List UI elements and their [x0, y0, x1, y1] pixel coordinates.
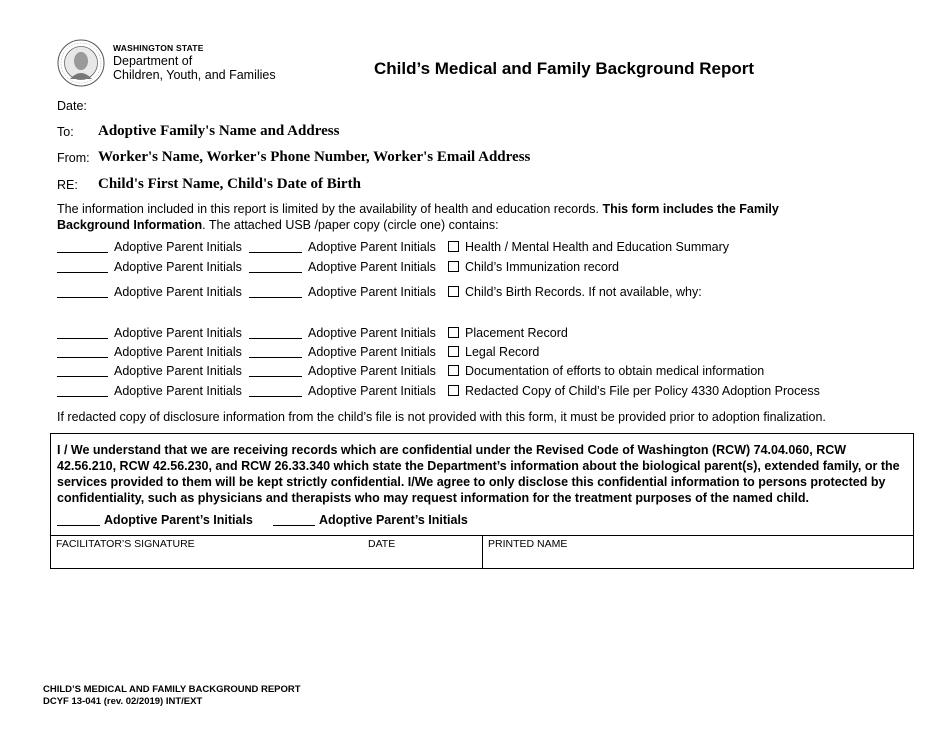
parent-initials-blank[interactable] [57, 525, 100, 526]
intro-text-2: . The attached USB /paper copy (circle one) contains: [202, 218, 499, 232]
form-title: Child’s Medical and Family Background Report [374, 59, 755, 78]
intro-paragraph [57, 201, 847, 233]
initials-label: Adoptive Parent Initials [308, 240, 436, 254]
checklist-label: Legal Record [465, 345, 540, 359]
parent-initials-blank[interactable] [249, 357, 302, 358]
agency-name [113, 44, 276, 83]
date-field-label: DATE [368, 538, 396, 550]
signature-row [51, 535, 913, 569]
parent-initials-blank[interactable] [57, 396, 108, 397]
initials-label: Adoptive Parent Initials [308, 384, 436, 398]
parent-initials-blank[interactable] [57, 376, 108, 377]
date-field[interactable] [363, 536, 482, 569]
facilitator-signature-label: FACILITATOR’S SIGNATURE [56, 538, 195, 550]
checklist-label: Child’s Birth Records. If not available, why: [465, 285, 702, 299]
checklist-checkbox[interactable] [448, 261, 459, 272]
footer-form-number: DCYF 13-041 (rev. 02/2019) INT/EXT [43, 696, 203, 707]
confidentiality-statement: I / We understand that we are receiving records which are confidential under the Revised Code of Washington (RCW) 74.04.060, RCW 42.56.210, RCW 42.56.230, and RCW 26.33.340 which state the Department’s information about the biological parent(s), extended family, or the services provided to them will be kept strictly confidential. I/We agree to only disclose this confidential information to persons protected by confidentiality, such as physicians and therapists who may request information for the treatment purposes of the named child. [57, 443, 900, 505]
re-label: RE: [57, 178, 78, 192]
date-label: Date: [57, 99, 87, 113]
from-label: From: [57, 151, 90, 165]
parent-initials-blank[interactable] [249, 338, 302, 339]
initials-label: Adoptive Parent Initials [114, 326, 242, 340]
checklist-checkbox[interactable] [448, 327, 459, 338]
checklist-checkbox[interactable] [448, 365, 459, 376]
initials-label: Adoptive Parent Initials [114, 384, 242, 398]
parent-initials-blank[interactable] [57, 357, 108, 358]
parent-initials-blank[interactable] [57, 297, 108, 298]
initials-label: Adoptive Parent Initials [114, 260, 242, 274]
parent-initials-blank[interactable] [57, 252, 108, 253]
initials-label: Adoptive Parent Initials [308, 260, 436, 274]
confidentiality-box [50, 433, 914, 569]
parent-initials-blank[interactable] [249, 396, 302, 397]
parent-initials-blank[interactable] [57, 272, 108, 273]
printed-name-field[interactable] [482, 536, 914, 569]
parent-initials-blank[interactable] [273, 525, 315, 526]
initials-label: Adoptive Parent Initials [308, 326, 436, 340]
parent-initials-blank[interactable] [57, 338, 108, 339]
agency-line-1: Department of [113, 53, 193, 68]
to-value: Adoptive Family's Name and Address [98, 123, 340, 139]
initials-label: Adoptive Parent Initials [114, 364, 242, 378]
agency-line-2: Children, Youth, and Families [113, 68, 276, 83]
initials-label: Adoptive Parent Initials [308, 345, 436, 359]
initials-label: Adoptive Parent Initials [308, 364, 436, 378]
parent-initials-blank[interactable] [249, 297, 302, 298]
re-value: Child's First Name, Child's Date of Birth [98, 176, 361, 192]
parent-initials-blank[interactable] [249, 272, 302, 273]
intro-bold: This form includes the Family Background Information [57, 202, 779, 232]
initials-label: Adoptive Parent Initials [114, 240, 242, 254]
parent-initials-label: Adoptive Parent’s Initials [319, 513, 468, 527]
to-label: To: [57, 125, 74, 139]
facilitator-signature-field[interactable] [51, 536, 363, 569]
form-footer [43, 684, 301, 708]
redacted-copy-note: If redacted copy of disclosure information from the child’s file is not provided with this form, it must be provided prior to adoption finalization. [57, 410, 826, 424]
checklist-checkbox[interactable] [448, 241, 459, 252]
agency-state: WASHINGTON STATE [113, 43, 204, 53]
intro-text-1: The information included in this report is limited by the availability of health and education records. [57, 202, 603, 216]
checklist-checkbox[interactable] [448, 286, 459, 297]
checklist-label: Health / Mental Health and Education Summary [465, 240, 730, 254]
checklist-checkbox[interactable] [448, 385, 459, 396]
checklist-label: Documentation of efforts to obtain medical information [465, 364, 765, 378]
printed-name-label: PRINTED NAME [488, 538, 568, 550]
checklist-checkbox[interactable] [448, 346, 459, 357]
parent-initials-blank[interactable] [249, 252, 302, 253]
parent-initials-blank[interactable] [249, 376, 302, 377]
initials-label: Adoptive Parent Initials [308, 285, 436, 299]
from-value: Worker's Name, Worker's Phone Number, Worker's Email Address [98, 149, 531, 165]
state-seal-logo [57, 39, 105, 87]
checklist-label: Placement Record [465, 326, 568, 340]
checklist-label: Redacted Copy of Child’s File per Policy 4330 Adoption Process [465, 384, 820, 398]
parent-initials-label: Adoptive Parent’s Initials [104, 513, 253, 527]
initials-label: Adoptive Parent Initials [114, 345, 242, 359]
checklist-label: Child’s Immunization record [465, 260, 619, 274]
initials-label: Adoptive Parent Initials [114, 285, 242, 299]
footer-title: CHILD’S MEDICAL AND FAMILY BACKGROUND REPORT [43, 684, 301, 695]
